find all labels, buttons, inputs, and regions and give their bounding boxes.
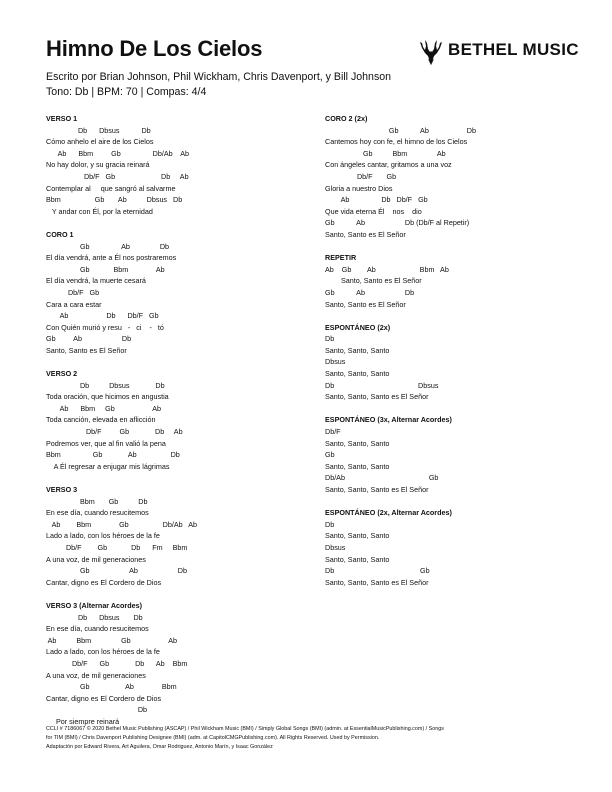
lyric-line: En ese día, cuando resucitemos [46, 624, 149, 634]
lyric-line: Toda oración, que hicimos en angustia [46, 392, 169, 402]
lyric-line: En ese día, cuando resucitemos [46, 508, 149, 518]
lyric-line: Con ángeles cantar, gritamos a una voz [325, 160, 452, 170]
lyric-line: Gloria a nuestro Dios [325, 183, 393, 193]
chord-line: Ab Db Db/F Gb [46, 311, 159, 321]
lyric-line: Santo, Santo, Santo es El Señor [325, 485, 429, 494]
lyric-line: Cantar, digno es El Cordero de Dios [46, 693, 162, 703]
lyric-line: Con Quién murió y resu - ci - tó [46, 322, 164, 332]
chord-line: Db Dbsus Db [46, 612, 143, 622]
chord-line: Ab Bbm Gb Db/Ab Ab [46, 148, 190, 158]
section-title: ESPONTÁNEO (2x) [325, 322, 391, 332]
lyric-line: Santo, Santo, Santo [325, 345, 390, 355]
chord-line: Bbm Gb Ab Dbsus Db [46, 195, 183, 205]
lyric-line: Y andar con Él, por la eternidad [46, 206, 153, 216]
footer-line: CCLI # 7186067 © 2020 Bethel Music Publishing (ASCAP) / Phil Wickham Music (BMI) / Simply Global Songs (BMI) (admin. at EssentialMusicPublishing.com) / Songs [46, 726, 444, 732]
deer-antler-icon [418, 34, 444, 66]
chord-line: Db Dbsus [325, 380, 439, 390]
chord-line: Ab Gb Ab Bbm Ab [325, 264, 449, 274]
section-title: CORO 1 [46, 229, 74, 239]
lyric-line: Cantar, digno es El Cordero de Dios [46, 577, 162, 587]
lyric-line: Santo, Santo es El Señor [325, 299, 406, 309]
chord-line: Ab Bbm Gb Db/Ab Ab [46, 519, 197, 529]
lyric-line: Santo, Santo, Santo es El Señor [325, 392, 429, 402]
lyric-line: Cara a cara estar [46, 299, 102, 309]
chord-line: Db/F Gb Db Ab [46, 171, 189, 181]
section [325, 414, 575, 495]
chord-line: Gb Ab Db [325, 125, 476, 135]
lyric-line: Santo, Santo, Santo [325, 554, 390, 564]
lyric-line: Santo, Santo, Santo [325, 461, 390, 471]
lyric-line: Podremos ver, que al fin valió la pena [46, 438, 166, 448]
copyright-footer [46, 725, 566, 752]
lyric-line: El día vendrá, la muerte cesará [46, 276, 146, 286]
chord-line: Db Dbsus Db [46, 380, 165, 390]
lyric-line: A Él regresar a enjugar mis lágrimas [46, 461, 170, 471]
section [325, 252, 575, 310]
section-title: ESPONTÁNEO (2x, Alternar Acordes) [325, 508, 452, 518]
lyric-line: Santo, Santo, Santo [325, 369, 390, 379]
logo-text: BETHEL MUSIC [448, 40, 579, 59]
section-title: VERSO 2 [46, 369, 78, 379]
section [46, 484, 296, 588]
chord-line: Ab Bbm Gb Ab [46, 635, 178, 645]
chord-line: Gb Bbm Ab [325, 148, 446, 158]
chord-line: Db [325, 519, 335, 529]
chord-line: Gb Ab Db [46, 334, 132, 344]
footer-line: for TIM (BMI) / Chris Davenport Publishing Designee (BMI) (adm. at CapitolCMGPublishing.com). All Rights Reserved. Used by Permission. [46, 735, 380, 741]
chord-line: Db/F Gb Db Fm Bbm [46, 542, 188, 552]
chord-line: Db/F Gb Db Ab [46, 427, 183, 437]
lyric-line: Santo, Santo, Santo es El Señor [325, 577, 429, 587]
lyric-line: Por siempre reinará [46, 716, 120, 726]
chord-line: Db [46, 705, 148, 715]
lyric-line: Toda canción, elevada en aflicción [46, 415, 156, 425]
section [46, 229, 296, 357]
chord-line: Gb Ab Bbm [46, 682, 177, 692]
lyric-line: A una voz, de mil generaciones [46, 670, 146, 680]
chord-line: Gb Ab Db (Db/F al Repetir) [325, 218, 470, 228]
right-column [325, 113, 575, 600]
lyric-line: Santo, Santo, Santo [325, 531, 390, 541]
lyric-line: Que vida eterna Él nos dio [325, 206, 422, 216]
chord-line: Gb Ab Db [46, 241, 170, 251]
section [325, 113, 575, 241]
chord-line: Db/F [325, 427, 341, 437]
song-writers: Escrito por Brian Johnson, Phil Wickham, Chris Davenport, y Bill Johnson [46, 71, 392, 83]
chord-line: Bbm Gb Db [46, 496, 148, 506]
song-meta: Tono: Db | BPM: 70 | Compas: 4/4 [46, 86, 207, 98]
lyric-line: Santo, Santo es El Señor [325, 276, 422, 286]
lyric-line: El día vendrá, ante a Él nos postraremos [46, 253, 177, 263]
chord-line: Db/Ab Gb [325, 473, 439, 483]
section-title: VERSO 3 (Alternar Acordes) [46, 600, 142, 610]
lyric-line: Santo, Santo es El Señor [46, 345, 127, 355]
section [325, 322, 575, 403]
chord-line: Dbsus [325, 357, 346, 367]
lyric-line: Contemplar al que sangró al salvarme [46, 183, 176, 193]
song-title: Himno De Los Cielos [46, 36, 263, 61]
chord-line: Ab Bbm Gb Ab [46, 403, 162, 413]
lyric-line: Lado a lado, con los héroes de la fe [46, 531, 160, 541]
chord-line: Db/F Gb Db Ab Bbm [46, 658, 188, 668]
section-title: VERSO 1 [46, 114, 78, 123]
chord-line: Db/F Gb [325, 171, 397, 181]
lyric-line: Lado a lado, con los héroes de la fe [46, 647, 160, 657]
chord-line: Db Gb [325, 566, 430, 576]
section-title: ESPONTÁNEO (3x, Alternar Acordes) [325, 415, 452, 425]
chord-line: Db Dbsus Db [46, 125, 151, 135]
bethel-music-logo [418, 34, 578, 66]
left-column [46, 113, 296, 739]
section [46, 368, 296, 472]
lyric-line: Cantemos hoy con fe, el himno de los Cielos [325, 137, 468, 147]
chord-line: Db [325, 334, 335, 344]
chord-line: Gb Bbm Ab [46, 264, 165, 274]
section [46, 113, 296, 217]
chord-line: Dbsus [325, 542, 346, 552]
lyric-line: Santo, Santo, Santo [325, 438, 390, 448]
section [325, 507, 575, 588]
section-title: CORO 2 (2x) [325, 114, 368, 123]
chord-line: Db/F Gb [46, 287, 100, 297]
section-title: VERSO 3 [46, 485, 78, 494]
section [46, 600, 296, 728]
chord-line: Bbm Gb Ab Db [46, 450, 180, 460]
lyric-line: Cómo anhelo el aire de los Cielos [46, 137, 154, 147]
lyric-line: Santo, Santo es El Señor [325, 229, 406, 239]
lyric-line: A una voz, de mil generaciones [46, 554, 146, 564]
chord-line: Gb Ab Db [46, 566, 187, 576]
chord-line: Ab Db Db/F Gb [325, 195, 428, 205]
footer-line: Adaptación por Edward Rivera, Art Aguilera, Omar Rodriguez, Antonio Marín, y Isaac González [46, 744, 273, 750]
chord-line: Gb [325, 450, 335, 460]
section-title: REPETIR [325, 253, 357, 263]
chord-line: Gb Ab Db [325, 287, 415, 297]
lyric-line: No hay dolor, y su gracia reinará [46, 160, 150, 170]
